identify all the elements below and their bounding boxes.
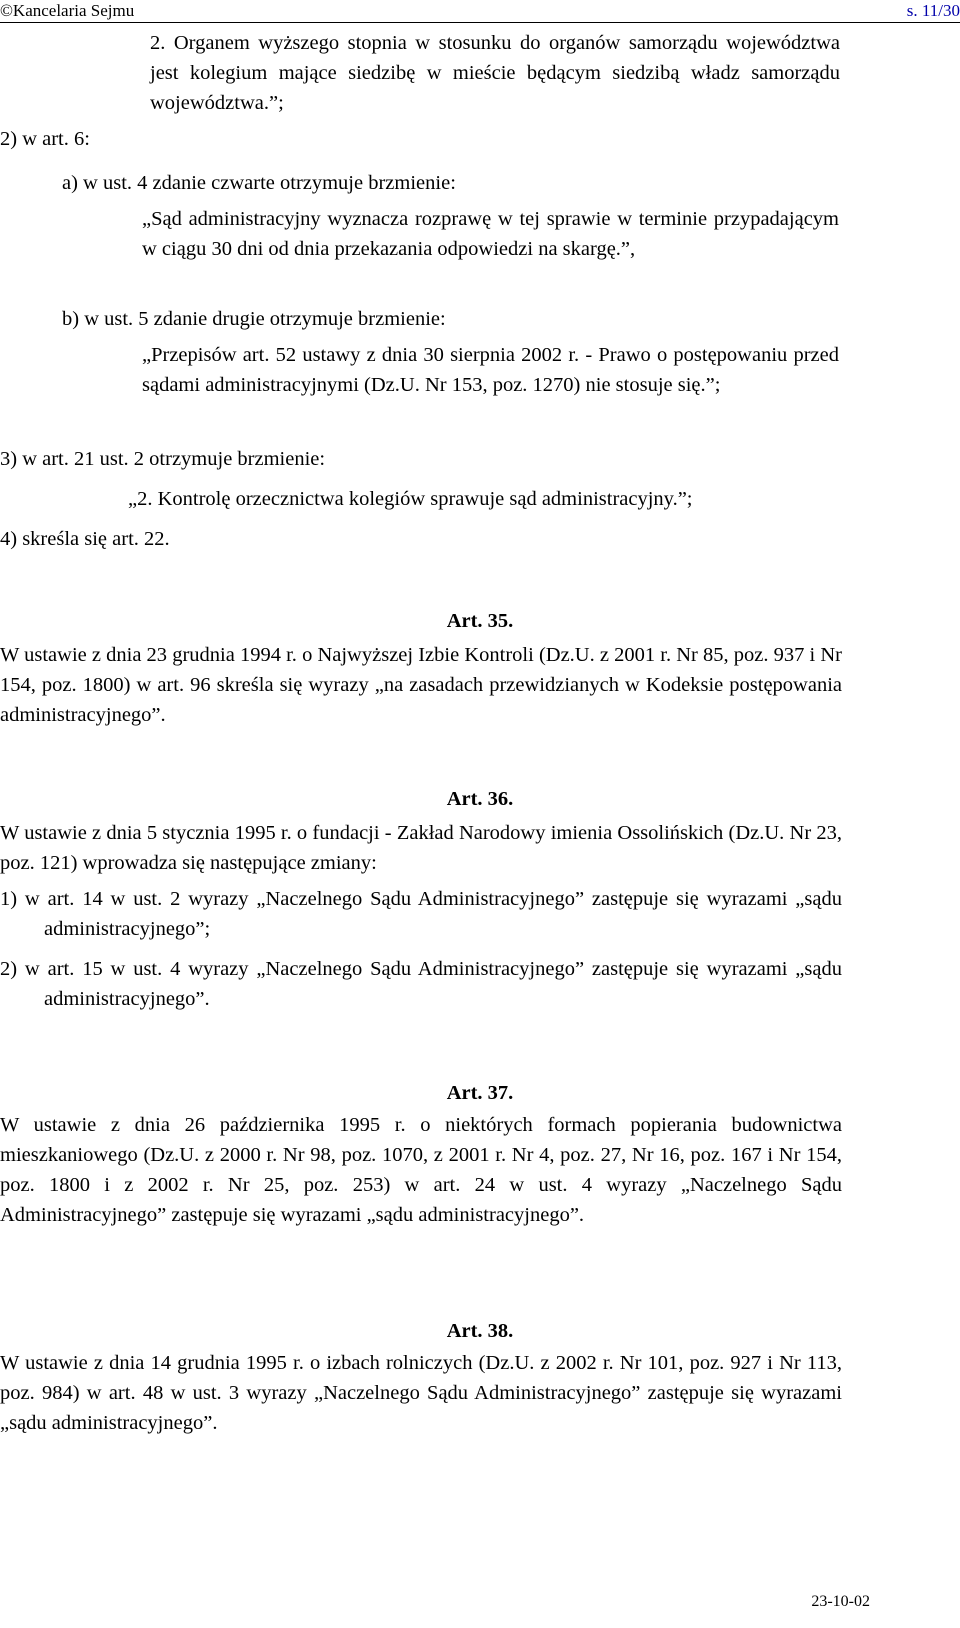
item-3-label: 3) w art. 21 ust. 2 otrzymuje brzmienie: xyxy=(0,448,326,470)
art-37-heading: Art. 37. xyxy=(446,1082,514,1104)
footer-date: 23-10-02 xyxy=(811,1593,870,1610)
art-38-text: W ustawie z dnia 14 grudnia 1995 r. o izbach rolniczych (Dz.U. z 2002 r. Nr 101, poz. 927 i Nr 113, poz. 984) w art. 48 w ust. 3 wyrazy „Naczelnego Sądu Administracyjnego” zastępuje się wyrazami „sądu administracyjnego”. xyxy=(0,1352,842,1434)
header-page-number[interactable]: s. 11/30 xyxy=(906,1,960,20)
art-37-text: W ustawie z dnia 26 października 1995 r. o niektórych formach popierania budownictwa mieszkaniowego (Dz.U. z 2000 r. Nr 98, poz. 1070, z 2001 r. Nr 4, poz. 27, Nr 16, poz. 167 i Nr 154, poz. 1800 i z 2002 r. Nr 25, poz. 253) w art. 24 w ust. 4 wyrazy „Naczelnego Sądu Administracyjnego” zastępuje się wyrazami „sądu administracyjnego”. xyxy=(0,1114,842,1226)
art-35-heading: Art. 35. xyxy=(446,610,514,632)
item-2a-label: a) w ust. 4 zdanie czwarte otrzymuje brzmienie: xyxy=(62,172,456,194)
item-2b-quote: „Przepisów art. 52 ustawy z dnia 30 sierpnia 2002 r. - Prawo o postępowaniu przed sądami administracyjnymi (Dz.U. Nr 153, poz. 1270) nie stosuje się.”; xyxy=(142,344,839,396)
item-4: 4) skreśla się art. 22. xyxy=(0,528,170,550)
art-35-text: W ustawie z dnia 23 grudnia 1994 r. o Najwyższej Izbie Kontroli (Dz.U. z 2001 r. Nr 85, poz. 937 i Nr 154, poz. 1800) w art. 96 skreśla się wyrazy „na zasadach przewidzianych w Kodeksie postępowania administracyjnego”. xyxy=(0,644,842,726)
item-2b-label: b) w ust. 5 zdanie drugie otrzymuje brzmienie: xyxy=(62,308,446,330)
intro-paragraph-2: 2. Organem wyższego stopnia w stosunku do organów samorządu województwa jest kolegium mające siedzibę w mieście będącym siedzibą władz samorządu województwa.”; xyxy=(150,32,840,114)
item-2a-quote: „Sąd administracyjny wyznacza rozprawę w tej sprawie w terminie przypadającym w ciągu 30 dni od dnia przekazania odpowiedzi na skargę.”, xyxy=(142,208,839,260)
art-36-item-2: 2) w art. 15 w ust. 4 wyrazy „Naczelnego Sądu Administracyjnego” zastępuje się wyrazami „sądu administracyjnego”. xyxy=(0,958,842,1010)
item-2-label: 2) w art. 6: xyxy=(0,128,90,150)
item-3-quote: „2. Kontrolę orzecznictwa kolegiów sprawuje sąd administracyjny.”; xyxy=(128,488,693,510)
header-source: ©Kancelaria Sejmu xyxy=(0,1,135,20)
art-36-item-1: 1) w art. 14 w ust. 2 wyrazy „Naczelnego Sądu Administracyjnego” zastępuje się wyrazami „sądu administracyjnego”; xyxy=(0,888,842,940)
art-36-text: W ustawie z dnia 5 stycznia 1995 r. o fundacji - Zakład Narodowy imienia Ossolińskich (Dz.U. Nr 23, poz. 121) wprowadza się następujące zmiany: xyxy=(0,822,842,874)
art-38-heading: Art. 38. xyxy=(446,1320,514,1342)
art-36-heading: Art. 36. xyxy=(446,788,514,810)
page-header xyxy=(0,0,960,23)
